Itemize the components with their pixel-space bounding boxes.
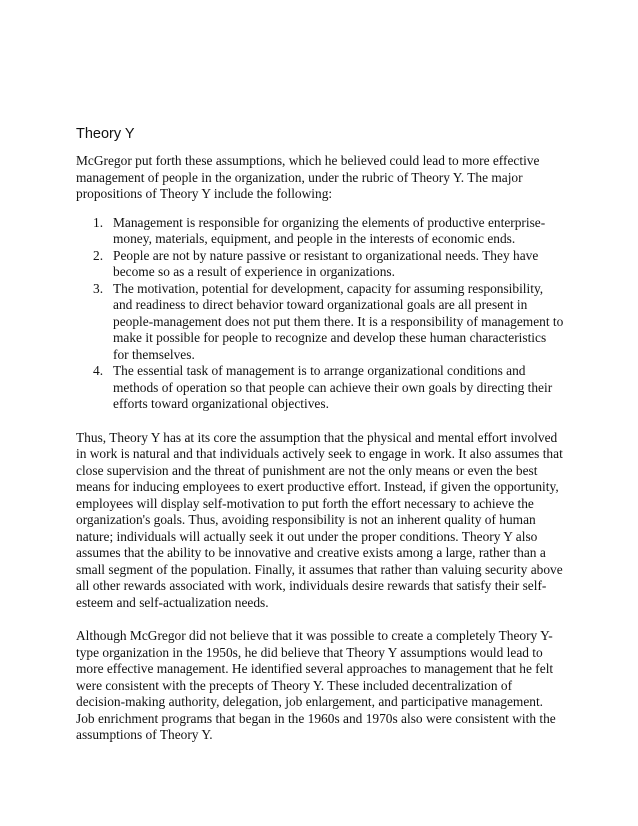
list-item-text: People are not by nature passive or resistant to organizational needs. They have become so as a result of experience in organizations. (113, 247, 539, 279)
document-body (76, 124, 564, 744)
list-item (76, 248, 564, 281)
list-item (76, 363, 564, 413)
list-item-number: 3. (93, 280, 104, 296)
list-item-text: The motivation, potential for development, capacity for assuming responsibility, and readiness to direct behavior toward organizational goals are all present in people-management does not put them there. It is a responsibility of management to make it possible for people to recognize and develop these human characteristics for themselves. (113, 280, 564, 362)
list-item-number: 4. (93, 363, 104, 378)
list-item-text: Management is responsible for organizing the elements of productive enterprise-money, materials, equipment, and people in the interests of economic ends. (113, 214, 546, 246)
list-item (76, 281, 564, 364)
body-paragraph: Although McGregor did not believe that it was possible to create a completely Theory Y-type organization in the 1950s, he did believe that Theory Y assumptions would lead to more effective management. He identified several approaches to management that he felt were consistent with the precepts of Theory Y. These included decentralization of decision-making authority, delegation, job enlargement, and participative management. Job enrichment programs that began in the 1960s and 1970s also were consistent with the assumptions of Theory Y. (76, 628, 556, 742)
propositions-list (76, 215, 564, 413)
intro-paragraph: McGregor put forth these assumptions, which he believed could lead to more effective management of people in the organization, under the rubric of Theory Y. The major propositions of Theory Y include the following: (76, 153, 540, 201)
list-item-number: 1. (93, 214, 104, 230)
list-item-number: 2. (93, 247, 104, 263)
body-paragraph: Thus, Theory Y has at its core the assumption that the physical and mental effort involved in work is natural and that individuals actively seek to engage in work. It also assumes that close supervision and the threat of punishment are not the only means or even the best means for inducing employees to exert productive effort. Instead, if given the opportunity, employees will display self-motivation to put forth the effort necessary to achieve the organization's goals. Thus, avoiding responsibility is not an inherent quality of human nature; individuals will actually seek it out under the proper conditions. Theory Y also assumes that the ability to be innovative and creative exists among a large, rather than a small segment of the population. Finally, it assumes that rather than valuing security above all other rewards associated with work, individuals desire rewards that satisfy their self-esteem and self-actualization needs. (76, 429, 563, 610)
list-item-text: The essential task of management is to arrange organizational conditions and methods of operation so that people can achieve their own goals by directing their efforts toward organizational objectives. (113, 363, 553, 411)
section-heading: Theory Y (76, 126, 135, 142)
list-item (76, 215, 564, 248)
